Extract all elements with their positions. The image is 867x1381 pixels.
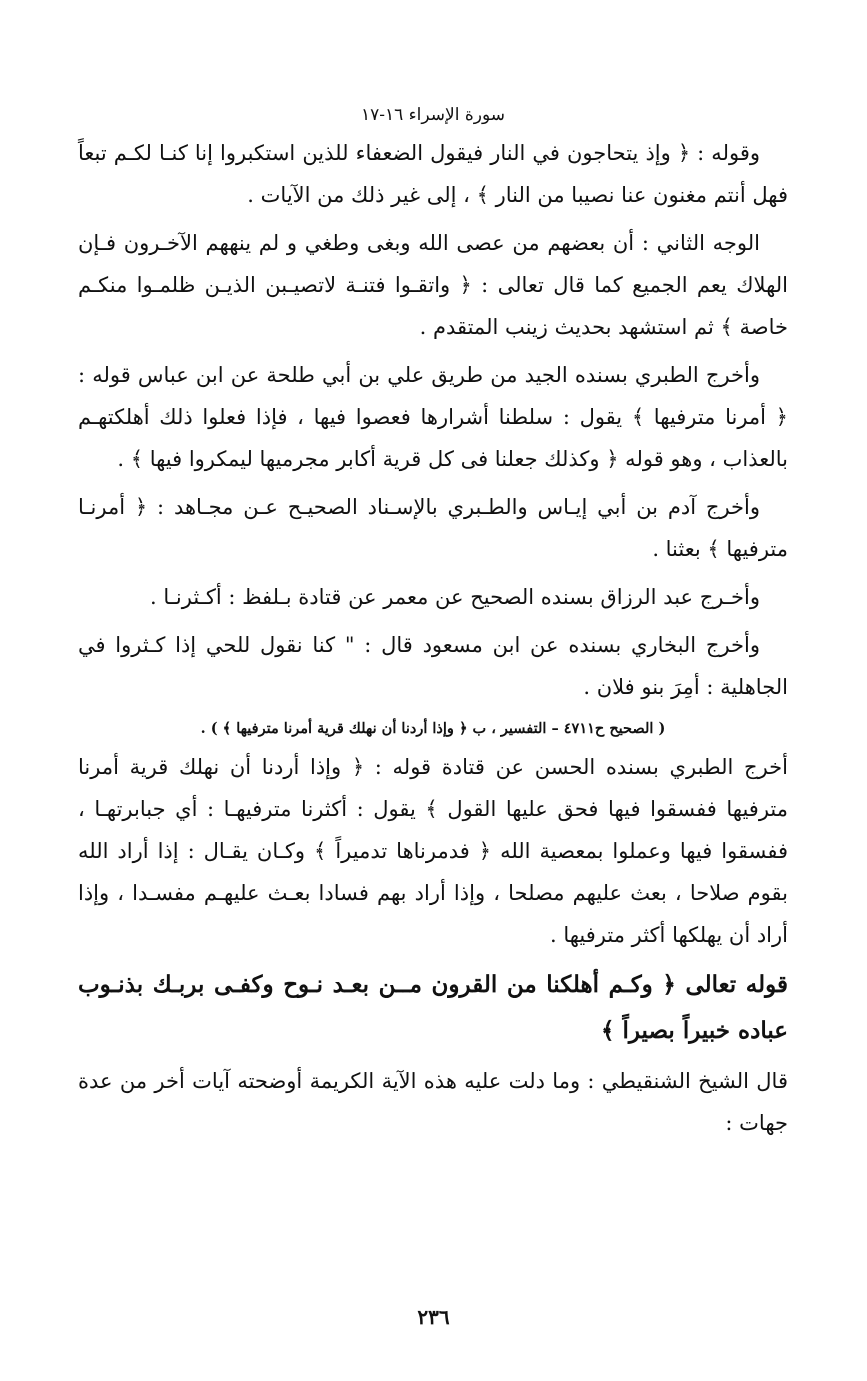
paragraph-6: وأخرج البخاري بسنده عن ابن مسعود قال : " كنا نقول للحي إذا كـثروا في الجاهلية : أمِرَ بنو فلان .: [78, 633, 788, 699]
paragraph-5: وأخـرج عبد الرزاق بسنده الصحيح عن معمر عن قتادة بـلفظ : أكـثرنـا .: [150, 585, 760, 609]
page-content: [78, 100, 788, 1150]
hadith-citation: ( الصحيح ح٤٧١١ – التفسير ، ب ﴿ وإذا أردنا أن نهلك قرية أمرنا مترفيها ﴾ ) .: [200, 720, 666, 737]
paragraph-8: قال الشيخ الشنقيطي : وما دلت عليه هذه الآية الكريمة أوضحته آيات أخر من عدة جهات :: [78, 1069, 788, 1135]
paragraph-1: وقوله : ﴿ وإذ يتحاجون في النار فيقول الضعفاء للذين استكبروا إنا كنـا لكـم تبعاً فهل أنتم مغنون عنا نصيبا من النار ﴾ ، إلى غير ذلك من الآيات .: [78, 141, 788, 207]
paragraph-7: أخرج الطبري بسنده الحسن عن قتادة قوله : ﴿ وإذا أردنا أن نهلك قرية أمرنا مترفيها ففسقوا فيها فحق عليها القول ﴾ يقول : أكثرنا مترفيهـا : أي جبابرتهـا ، ففسقوا فيها وعملوا بمعصية الله ﴿ فدمرناها تدميراً ﴾ وكـان يقـال : إذا أراد الله بقوم صلاحا ، بعث عليهم مصلحا ، وإذا أراد بهم فسادا بعـث عليهـم مفسـدا ، وإذا أراد أن يهلكها أكثر مترفيها .: [78, 755, 788, 947]
paragraph-2: الوجه الثاني : أن بعضهم من عصى الله وبغى وطغي و لم ينههم الآخـرون فـإن الهلاك يعم الجميع كما قال تعالى : ﴿ واتقـوا فتنـة لاتصيـبن الذيـن ظلمـوا منكـم خاصة ﴾ ثم استشهد بحديث زينب المتقدم .: [78, 231, 788, 339]
page-number: ٢٣٦: [417, 1305, 450, 1329]
paragraph-3: وأخرج الطبري بسنده الجيد من طريق علي بن أبي طلحة عن ابن عباس قوله : ﴿ أمرنا مترفيها ﴾ يقول : سلطنا أشرارها فعصوا فيها ، فإذا فعلوا ذلك أهلكتهـم بالعذاب ، وهو قوله ﴿ وكذلك جعلنا فى كل قرية أكابر مجرميها ليمكروا فيها ﴾ .: [78, 363, 788, 471]
paragraph-4: وأخرج آدم بن أبي إيـاس والطـبري بالإسـناد الصحيـح عـن مجـاهد : ﴿ أمرنـا مترفيها ﴾ بعثنا .: [78, 495, 788, 561]
verse-heading: قوله تعالى ﴿ وكـم أهلكنا من القرون مــن بعـد نـوح وكفـى بربـك بذنـوب عباده خبيراً بصيراً ﴾: [78, 971, 788, 1044]
running-head: سورة الإسراء ١٦-١٧: [361, 105, 505, 125]
